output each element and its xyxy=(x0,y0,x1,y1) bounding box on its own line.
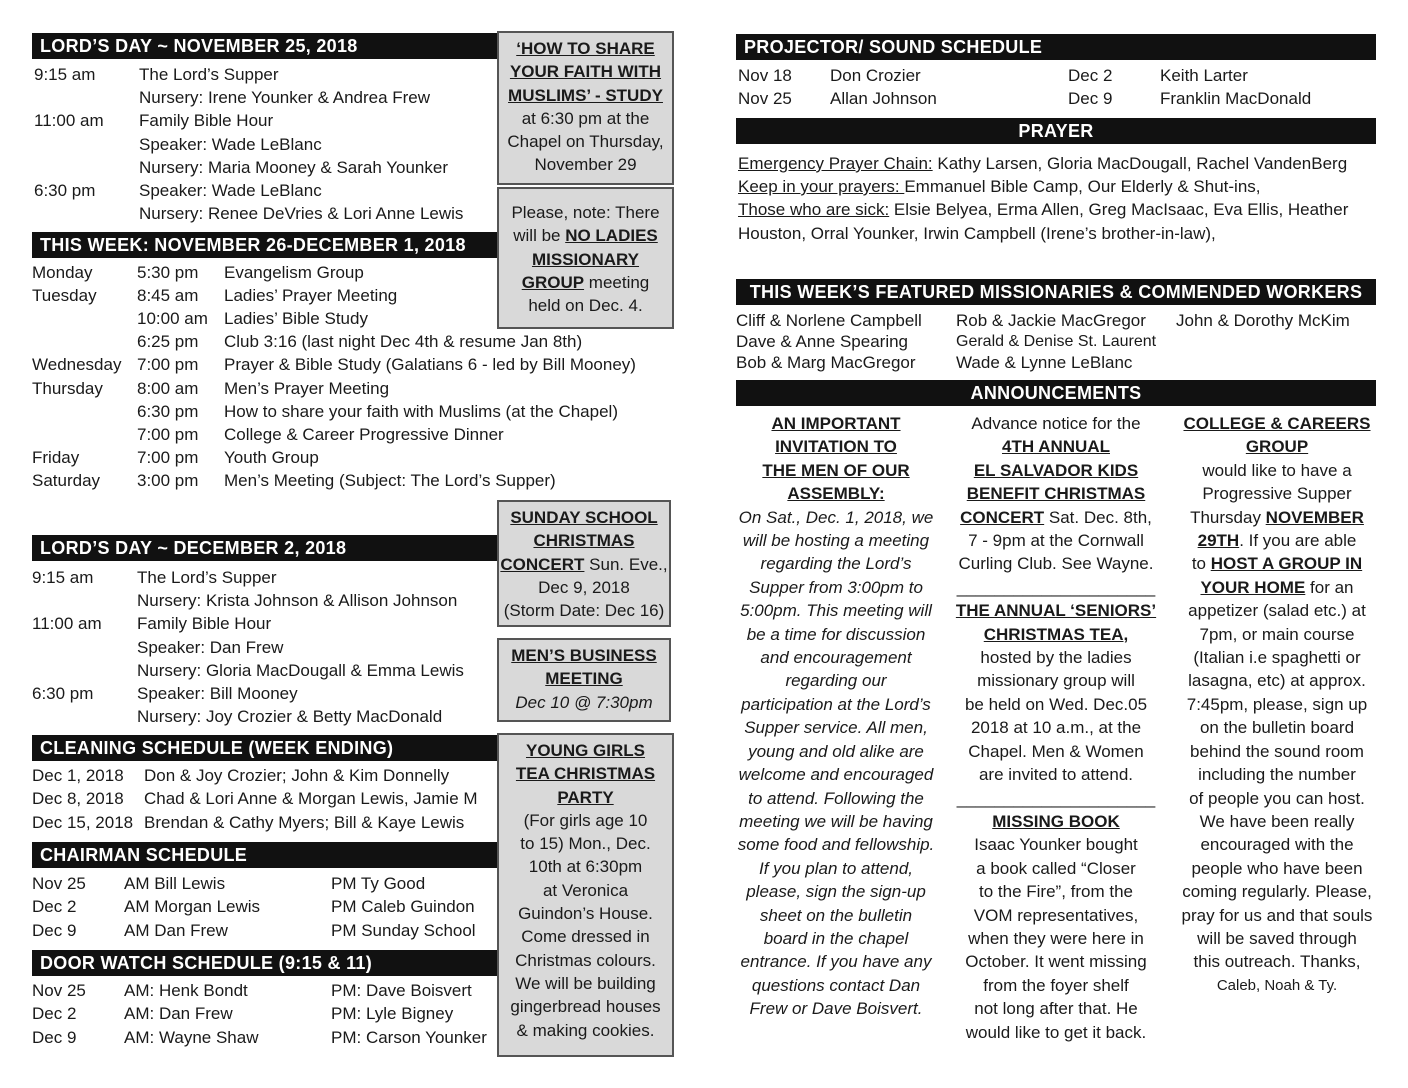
am-assignment: AM: Dan Frew xyxy=(124,1004,233,1024)
schedule-time: 9:15 am xyxy=(34,65,96,84)
week-event: Youth Group xyxy=(224,447,319,467)
pm-assignment: PM: Lyle Bigney xyxy=(331,1004,454,1024)
schedule-time: 6:30 pm xyxy=(34,181,96,200)
box-text: Guindon’s House. xyxy=(518,904,653,924)
separator: _____________________ xyxy=(956,788,1156,808)
box-text: will be xyxy=(513,226,566,246)
week-event: How to share your faith with Muslims (at the Chapel) xyxy=(224,401,618,421)
door-watch-header: DOOR WATCH SCHEDULE (9:15 & 11) xyxy=(32,950,498,976)
projector-date: Nov 18 xyxy=(738,66,792,85)
am-assignment: AM: Henk Bondt xyxy=(124,981,248,1000)
week-event: Evangelism Group xyxy=(224,263,364,282)
announcement-text: 2018 at 10 a.m., at the xyxy=(970,718,1142,738)
announcement-text: including the number xyxy=(1198,765,1356,785)
week-day: Friday xyxy=(32,447,80,467)
announcement-text: would like to have a xyxy=(1202,460,1352,480)
announcement-text: hosted by the ladies xyxy=(980,648,1132,668)
missionary-names: Gerald & Denise St. Laurent xyxy=(956,333,1157,350)
box-text: & making cookies. xyxy=(516,1020,655,1040)
box-title: SUNDAY SCHOOL xyxy=(510,508,658,527)
sick-line xyxy=(738,198,1348,221)
announcement-emphasis: HOST A GROUP IN xyxy=(1210,554,1363,574)
schedule-item: Nursery: Irene Younker & Andrea Frew xyxy=(139,88,431,108)
announcement-title: THE ANNUAL ‘SENIORS’ xyxy=(955,601,1157,621)
announcement-title: INVITATION TO xyxy=(775,437,897,457)
week-event: Ladies’ Bible Study xyxy=(224,309,368,329)
announcement-text: behind the sound room xyxy=(1190,741,1364,761)
box-title: TEA CHRISTMAS xyxy=(515,764,656,784)
schedule-item: Speaker: Bill Mooney xyxy=(137,684,298,703)
announcement-text: from the foyer shelf xyxy=(983,975,1129,995)
announcement-text: 7 - 9pm at the Cornwall xyxy=(968,531,1144,551)
schedule-time: 9:15 am xyxy=(32,568,94,587)
box-text: Chapel on Thursday, xyxy=(507,132,664,152)
separator: _____________________ xyxy=(956,577,1156,597)
announcements-header: ANNOUNCEMENTS xyxy=(736,380,1376,406)
pm-assignment: PM Caleb Guindon xyxy=(331,897,475,917)
cleaning-names: Don & Joy Crozier; John & Kim Donnelly xyxy=(144,766,450,785)
cleaning-header: CLEANING SCHEDULE (WEEK ENDING) xyxy=(32,735,498,761)
box-emphasis: GROUP xyxy=(521,272,585,292)
announcement-text: participation at the Lord’s xyxy=(741,694,931,714)
lords-day-nov25-header: LORD’S DAY ~ NOVEMBER 25, 2018 xyxy=(32,33,500,59)
projector-name: Franklin MacDonald xyxy=(1160,89,1312,108)
announcement-title: BENEFIT CHRISTMAS xyxy=(966,484,1146,504)
announcement-text: We have been really xyxy=(1199,811,1355,831)
schedule-time: 6:30 pm xyxy=(32,684,94,703)
projector-name: Don Crozier xyxy=(830,66,921,85)
week-event: Club 3:16 (last night Dec 4th & resume Jan 8th) xyxy=(224,332,583,352)
box-text: Dec 9, 2018 xyxy=(538,577,630,597)
pm-assignment: PM: Carson Younker xyxy=(331,1027,487,1047)
projector-date: Dec 9 xyxy=(1068,89,1113,108)
box-title: MUSLIMS’ - STUDY xyxy=(508,85,663,105)
schedule-item: The Lord’s Supper xyxy=(137,568,277,587)
college-careers-announcement xyxy=(1172,412,1382,997)
schedule-time: 11:00 am xyxy=(32,614,102,634)
box-text: meeting xyxy=(584,272,650,292)
box-text: November 29 xyxy=(534,155,637,175)
prayer-chain-line xyxy=(738,152,1347,175)
week-day: Monday xyxy=(32,263,93,282)
box-text: Sun. Eve., xyxy=(584,554,668,574)
box-title: ‘HOW TO SHARE xyxy=(516,39,655,58)
week-event: College & Career Progressive Dinner xyxy=(224,424,504,444)
announcement-title: EL SALVADOR KIDS xyxy=(973,460,1139,480)
announcement-text: lasagna, etc) at approx. xyxy=(1188,671,1366,691)
schedule-item: The Lord’s Supper xyxy=(139,65,279,84)
keep-text: Emmanuel Bible Camp, Our Elderly & Shut-ins, xyxy=(904,177,1261,196)
cleaning-date: Dec 15, 2018 xyxy=(32,812,134,832)
men-invitation-announcement xyxy=(732,412,940,1021)
cleaning-date: Dec 8, 2018 xyxy=(32,789,124,809)
week-event: Men’s Prayer Meeting xyxy=(224,378,390,398)
schedule-item: Speaker: Wade LeBlanc xyxy=(139,134,322,154)
week-time: 7:00 pm xyxy=(137,355,199,375)
week-time: 8:45 am xyxy=(137,286,199,306)
announcement-title: ASSEMBLY: xyxy=(787,484,885,504)
am-assignment: AM Dan Frew xyxy=(124,920,228,940)
sick-line-2: Houston, Orral Younker, Irwin Campbell (Irene’s brother-in-law), xyxy=(738,224,1216,243)
announcement-text: be held on Wed. Dec.05 xyxy=(964,694,1148,714)
prayer-header: PRAYER xyxy=(736,118,1376,144)
announcement-text: meeting we will be having xyxy=(739,811,933,831)
announcement-text: to xyxy=(1191,554,1211,574)
week-day: Thursday xyxy=(32,378,103,398)
missionary-names: Dave & Anne Spearing xyxy=(736,332,909,351)
schedule-item: Speaker: Wade LeBlanc xyxy=(139,181,322,200)
announcement-text: would like to get it back. xyxy=(965,1022,1147,1042)
box-title: CHRISTMAS xyxy=(533,531,635,551)
missionaries-header: THIS WEEK’S FEATURED MISSIONARIES & COMMENDED WORKERS xyxy=(736,279,1376,305)
schedule-date: Dec 9 xyxy=(32,1027,77,1047)
box-emphasis: CONCERT xyxy=(500,554,585,574)
box-emphasis: NO LADIES xyxy=(565,226,658,246)
schedule-date: Dec 2 xyxy=(32,1004,77,1024)
announcement-title: CONCERT xyxy=(960,507,1045,527)
box-emphasis: MISSIONARY xyxy=(531,249,640,269)
announcement-text: this outreach. Thanks, xyxy=(1193,952,1361,972)
announcement-text: coming regularly. Please, xyxy=(1182,882,1372,902)
announcement-text: please, sign the sign-up xyxy=(746,882,926,902)
projector-name: Keith Larter xyxy=(1160,66,1248,85)
announcement-text: encouraged with the xyxy=(1200,835,1354,855)
announcement-text: Progressive Supper xyxy=(1202,484,1352,504)
box-title: PARTY xyxy=(557,787,614,807)
missing-book-title: MISSING BOOK xyxy=(992,811,1120,831)
announcement-text: to the Fire”, from the xyxy=(979,882,1133,902)
announcement-text: will be saved through xyxy=(1197,928,1357,948)
announcement-text: sheet on the bulletin xyxy=(759,905,913,925)
box-text: held on Dec. 4. xyxy=(528,296,643,316)
muslims-study-box xyxy=(497,31,674,185)
chairman-header: CHAIRMAN SCHEDULE xyxy=(32,842,498,868)
cleaning-names: Brendan & Cathy Myers; Bill & Kaye Lewis xyxy=(144,812,465,832)
announcement-text: a book called “Closer xyxy=(976,858,1136,878)
schedule-item: Nursery: Renee DeVries & Lori Anne Lewis xyxy=(139,204,464,224)
announcement-text: 7pm, or main course xyxy=(1199,624,1355,644)
young-girls-body xyxy=(499,809,672,1042)
sick-text: Elsie Belyea, Erma Allen, Greg MacIsaac, Eva Ellis, Heather xyxy=(889,200,1349,219)
box-title: MEETING xyxy=(545,669,623,689)
announcement-text: Frew or Dave Boisvert. xyxy=(749,999,923,1019)
announcement-text: questions contact Dan xyxy=(751,975,921,995)
announcement-emphasis: 29TH xyxy=(1197,531,1240,551)
box-text: to 15) Mon., Dec. xyxy=(520,834,651,854)
schedule-item: Nursery: Joy Crozier & Betty MacDonald xyxy=(137,707,443,727)
pm-assignment: PM: Dave Boisvert xyxy=(331,981,472,1000)
el-salvador-announcement xyxy=(952,412,1160,1044)
cleaning-date: Dec 1, 2018 xyxy=(32,766,124,785)
keep-label: Keep in your prayers: xyxy=(738,177,905,196)
week-time: 5:30 pm xyxy=(137,263,199,282)
box-date: Dec 10 @ 7:30pm xyxy=(515,692,653,712)
announcement-text: Supper service. All men, xyxy=(744,718,928,738)
week-time: 10:00 am xyxy=(137,309,208,329)
announcement-text: will be hosting a meeting xyxy=(742,531,930,551)
week-time: 3:00 pm xyxy=(137,470,199,490)
week-event: Ladies’ Prayer Meeting xyxy=(224,286,398,306)
announcement-text: Chapel. Men & Women xyxy=(968,741,1144,761)
announcement-text: Supper from 3:00pm to xyxy=(749,577,923,597)
announcement-signature: Caleb, Noah & Ty. xyxy=(1216,976,1338,994)
young-girls-tea-box xyxy=(497,733,674,1057)
cleaning-names: Chad & Lori Anne & Morgan Lewis, Jamie M xyxy=(144,789,478,809)
announcement-title: THE MEN OF OUR xyxy=(762,460,910,480)
box-text: 10th at 6:30pm xyxy=(528,857,643,877)
schedule-item: Family Bible Hour xyxy=(137,614,272,634)
week-time: 7:00 pm xyxy=(137,447,199,467)
week-event: Prayer & Bible Study (Galatians 6 - led by Bill Mooney) xyxy=(224,355,636,375)
schedule-date: Nov 25 xyxy=(32,874,86,893)
announcement-text: not long after that. He xyxy=(974,999,1138,1019)
announcement-text: Thursday xyxy=(1190,507,1266,527)
week-time: 8:00 am xyxy=(137,378,199,398)
box-text: We will be building xyxy=(515,973,656,993)
announcement-title: GROUP xyxy=(1245,437,1309,457)
announcement-text: regarding the Lord’s xyxy=(760,554,912,574)
schedule-date: Nov 25 xyxy=(32,981,86,1000)
week-day: Tuesday xyxy=(32,286,97,306)
announcement-emphasis: YOUR HOME xyxy=(1200,577,1306,597)
no-ladies-group-box xyxy=(497,187,674,329)
announcement-text: board in the chapel xyxy=(763,928,909,948)
schedule-time: 11:00 am xyxy=(34,111,104,131)
announcement-text: appetizer (salad etc.) at xyxy=(1188,601,1366,621)
projector-name: Allan Johnson xyxy=(830,89,937,108)
announcement-text: Curling Club. See Wayne. xyxy=(958,554,1154,574)
announcement-text: and encouragement xyxy=(760,648,912,668)
announcement-title: 4TH ANNUAL xyxy=(1002,437,1110,457)
announcement-text: people who have been xyxy=(1191,858,1363,878)
sick-label: Those who are sick: xyxy=(738,200,890,219)
schedule-date: Dec 2 xyxy=(32,897,77,917)
week-time: 7:00 pm xyxy=(137,424,199,444)
mens-business-meeting-box xyxy=(497,638,671,722)
announcement-text: If you plan to attend, xyxy=(758,858,914,878)
schedule-item: Nursery: Krista Johnson & Allison Johnson xyxy=(137,591,458,611)
schedule-item: Speaker: Dan Frew xyxy=(137,637,284,657)
missionary-names: Cliff & Norlene Campbell xyxy=(736,311,922,330)
box-text: (Storm Date: Dec 16) xyxy=(503,601,665,621)
week-day: Saturday xyxy=(32,470,101,490)
projector-date: Dec 2 xyxy=(1068,66,1113,85)
announcement-text: Isaac Younker bought xyxy=(974,835,1138,855)
prayer-chain-label: Emergency Prayer Chain: xyxy=(738,154,933,173)
announcement-text: VOM representatives, xyxy=(973,905,1139,925)
projector-header: PROJECTOR/ SOUND SCHEDULE xyxy=(736,34,1376,60)
missionary-names: Bob & Marg MacGregor xyxy=(736,353,916,372)
missionary-names: John & Dorothy McKim xyxy=(1176,311,1350,330)
schedule-item: Nursery: Maria Mooney & Sarah Younker xyxy=(139,157,448,177)
box-text: Please, note: There xyxy=(511,203,660,222)
schedule-item: Nursery: Gloria MacDougall & Emma Lewis xyxy=(137,660,464,680)
announcement-text: 7:45pm, please, sign up xyxy=(1186,694,1368,714)
box-text: at Veronica xyxy=(542,880,629,900)
sunday-school-concert-box xyxy=(497,500,671,627)
announcement-text: pray for us and that souls xyxy=(1181,905,1373,925)
box-text: (For girls age 10 xyxy=(523,810,648,830)
announcement-title: AN IMPORTANT xyxy=(771,414,901,433)
am-assignment: AM Bill Lewis xyxy=(124,874,226,893)
prayer-chain-text: Kathy Larsen, Gloria MacDougall, Rachel VandenBerg xyxy=(932,154,1348,173)
announcement-text: on the bulletin board xyxy=(1199,718,1355,738)
announcement-text: some food and fellowship. xyxy=(737,835,935,855)
box-title: MEN’S BUSINESS xyxy=(511,646,657,665)
announcement-text: 5:00pm. This meeting will xyxy=(740,601,932,621)
pm-assignment: PM Ty Good xyxy=(331,874,426,893)
box-text: Christmas colours. xyxy=(515,950,656,970)
announcement-text: regarding our xyxy=(785,671,887,691)
week-time: 6:30 pm xyxy=(137,401,199,421)
announcement-text: be a time for discussion xyxy=(746,624,926,644)
pm-assignment: PM Sunday School xyxy=(331,920,476,940)
announcement-text: entrance. If you have any xyxy=(740,952,932,972)
week-day: Wednesday xyxy=(32,355,122,375)
announcement-text: (Italian i.e spaghetti or xyxy=(1193,648,1361,668)
announcement-text: to attend. Following the xyxy=(748,788,924,808)
announcement-text: young and old alike are xyxy=(748,741,924,761)
announcement-text: Advance notice for the xyxy=(971,414,1141,433)
announcement-text: when they were here in xyxy=(968,928,1144,948)
box-title: YOUNG GIRLS xyxy=(525,741,645,760)
projector-date: Nov 25 xyxy=(738,89,792,108)
announcement-title: CHRISTMAS TEA, xyxy=(983,624,1129,644)
missionary-names: Rob & Jackie MacGregor xyxy=(956,311,1146,330)
announcement-text: for an xyxy=(1305,577,1354,597)
schedule-item: Family Bible Hour xyxy=(139,111,274,131)
am-assignment: AM: Wayne Shaw xyxy=(124,1027,259,1047)
keep-in-prayers-line xyxy=(738,175,1261,198)
am-assignment: AM Morgan Lewis xyxy=(124,897,261,917)
announcement-text: of people you can host. xyxy=(1189,788,1365,808)
announcement-text: . If you are able xyxy=(1239,531,1357,551)
announcement-text: are invited to attend. xyxy=(978,765,1134,785)
announcement-emphasis: NOVEMBER xyxy=(1265,507,1364,527)
box-text: at 6:30 pm at the xyxy=(521,108,650,128)
lords-day-dec2-header: LORD’S DAY ~ DECEMBER 2, 2018 xyxy=(32,535,498,561)
this-week-header: THIS WEEK: NOVEMBER 26-DECEMBER 1, 2018 xyxy=(32,232,500,258)
announcement-text: welcome and encouraged xyxy=(738,765,934,785)
box-text: gingerbread houses xyxy=(510,997,661,1017)
announcement-title: COLLEGE & CAREERS xyxy=(1183,414,1371,433)
box-text: Come dressed in xyxy=(521,927,650,947)
missionary-names: Wade & Lynne LeBlanc xyxy=(956,353,1133,372)
announcement-text: missionary group will xyxy=(977,671,1135,691)
week-event: Men’s Meeting (Subject: The Lord’s Supper) xyxy=(224,470,556,490)
schedule-date: Dec 9 xyxy=(32,920,77,940)
week-time: 6:25 pm xyxy=(137,332,199,352)
announcement-text: On Sat., Dec. 1, 2018, we xyxy=(738,507,934,527)
announcement-text: Sat. Dec. 8th, xyxy=(1044,507,1152,527)
announcement-text: October. It went missing xyxy=(965,952,1147,972)
box-title: YOUR FAITH WITH xyxy=(509,62,662,82)
